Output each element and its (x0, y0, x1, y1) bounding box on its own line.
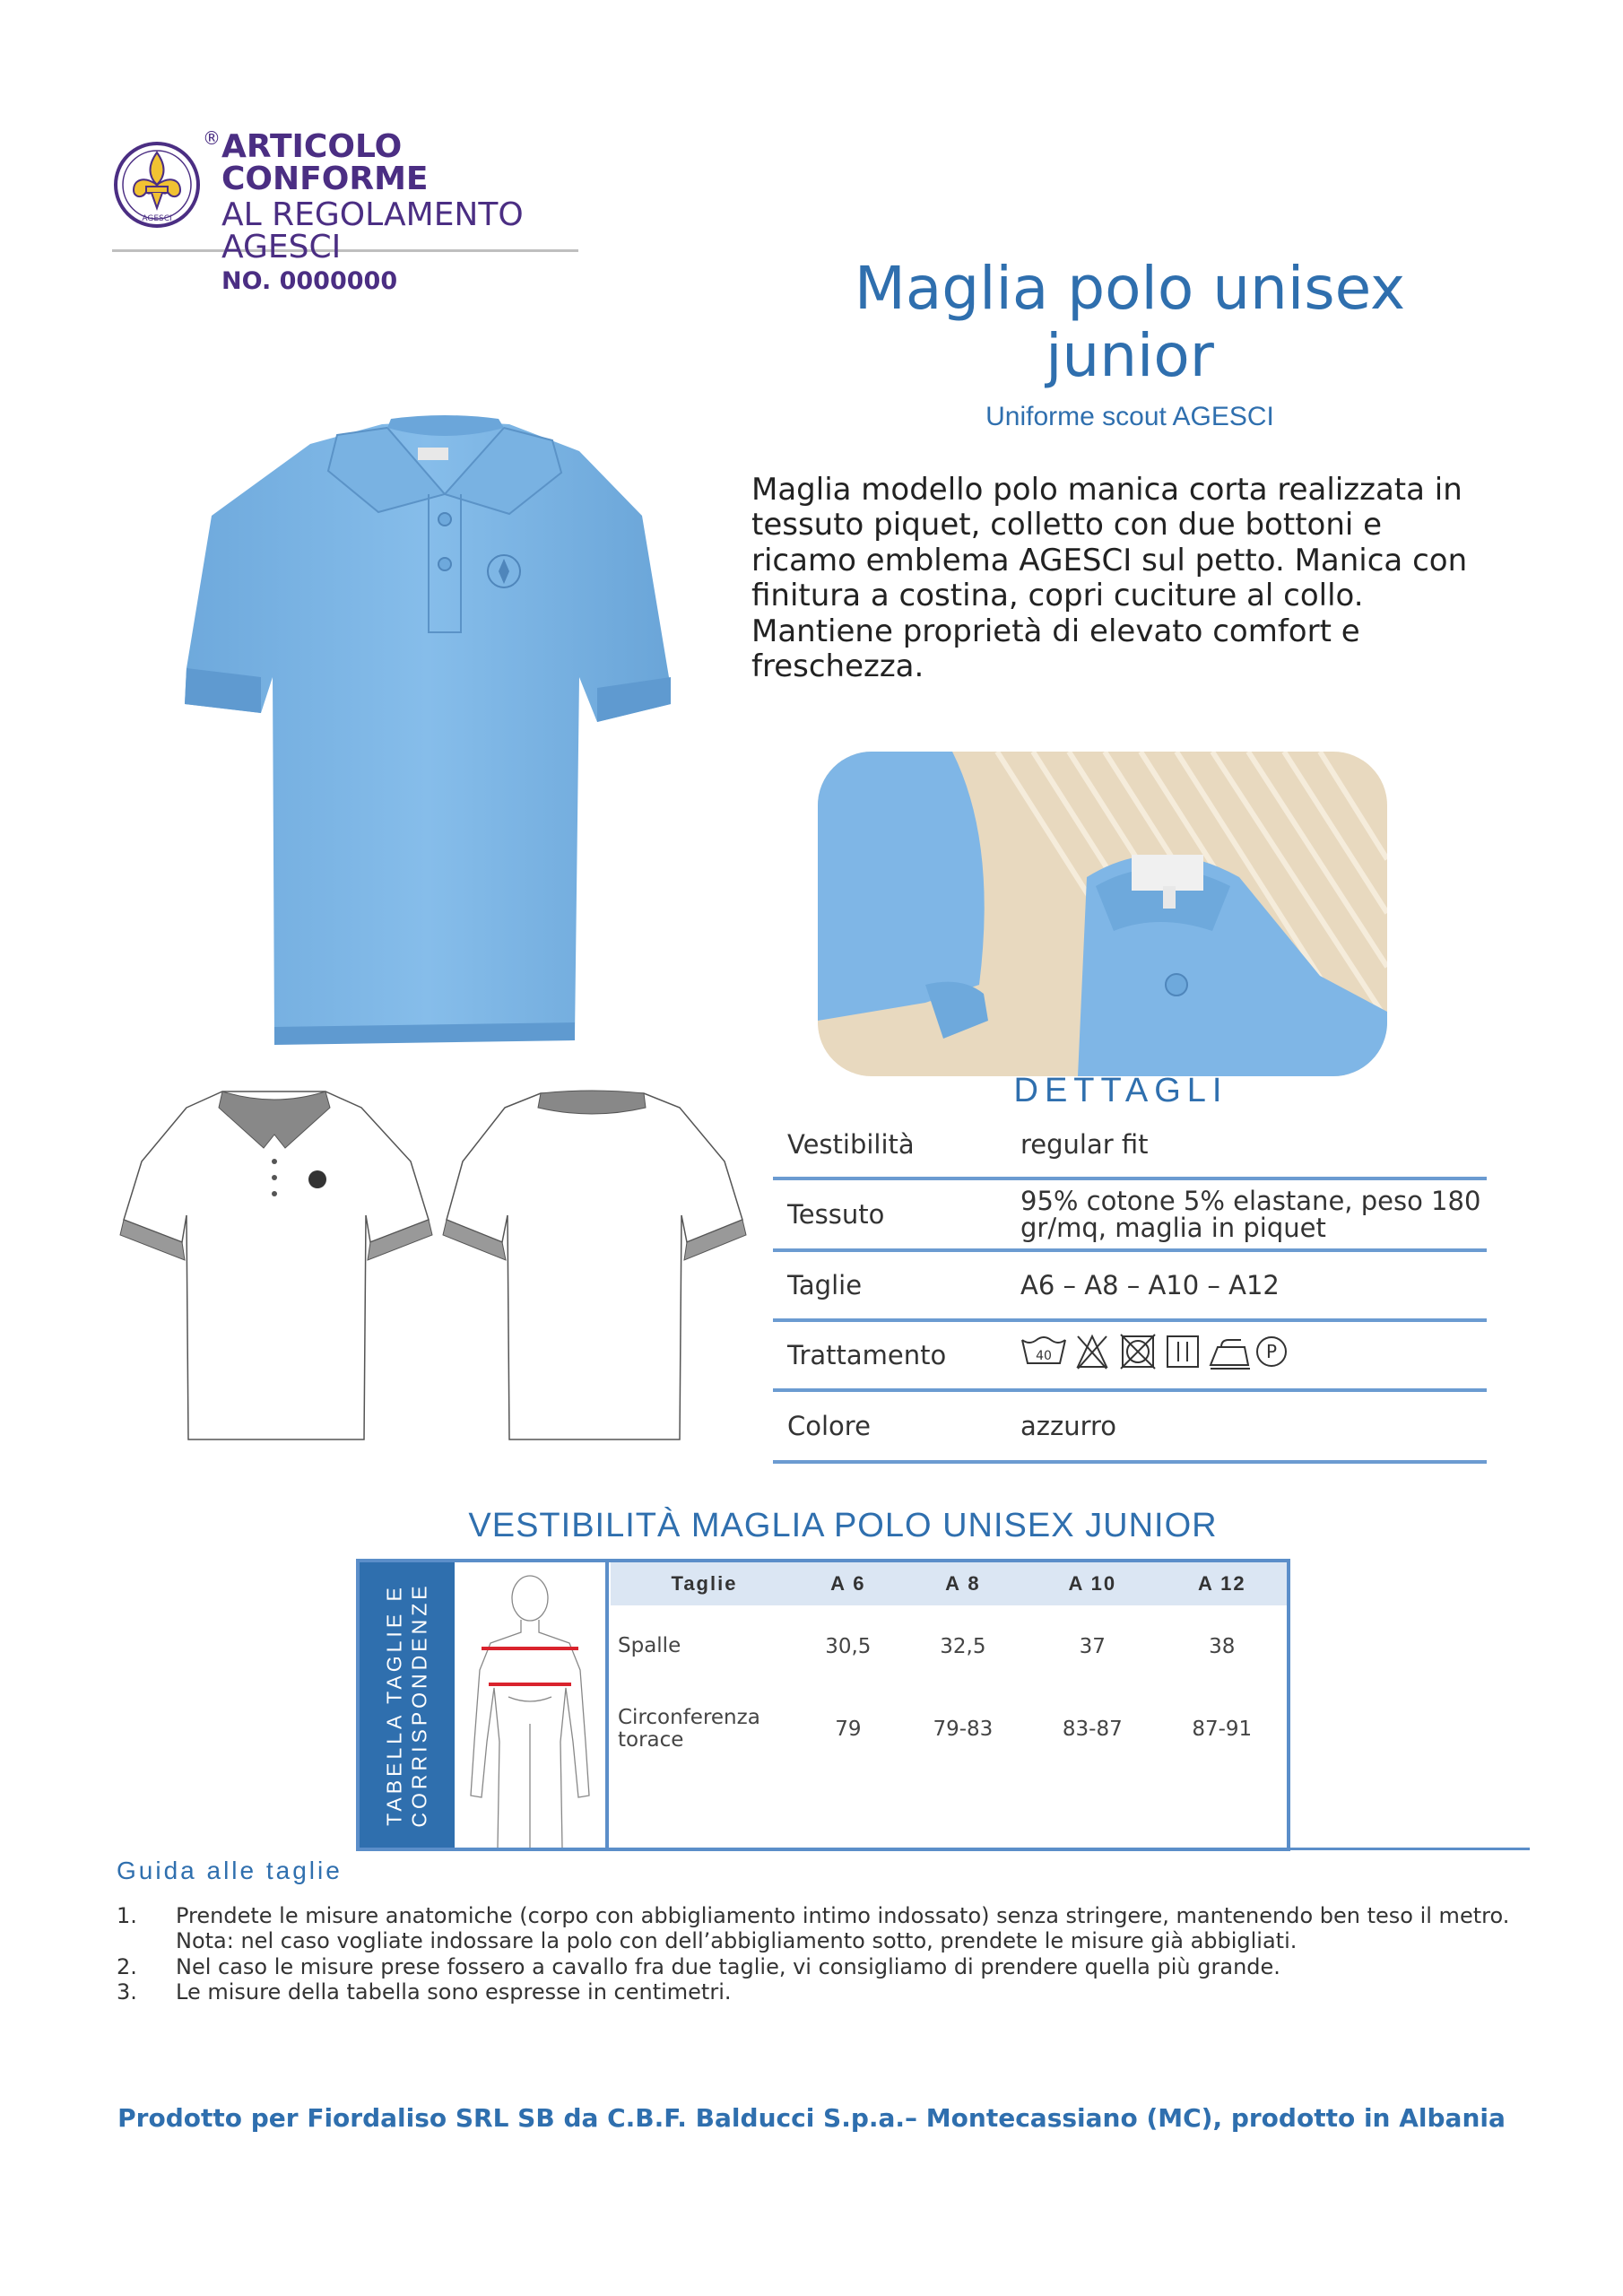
spec-row-fabric (773, 1180, 1487, 1252)
polo-front-drawing (115, 1081, 438, 1448)
side-label-line-1: TABELLA TAGLIE E (382, 1584, 406, 1826)
spec-label: Trattamento (787, 1340, 947, 1370)
spec-label: Tessuto (787, 1199, 885, 1230)
size-header-label: Taglie (611, 1562, 798, 1605)
table-cell: 32,5 (940, 1635, 986, 1658)
table-row (611, 1605, 1287, 1688)
logo-line-2: AL REGOLAMENTO AGESCI (221, 196, 524, 265)
spec-value: azzurro (1020, 1410, 1117, 1441)
size-table-side-label (360, 1562, 455, 1848)
spec-value: regular fit (1020, 1128, 1149, 1160)
logo-line-3: NO. 0000000 (221, 267, 398, 295)
registered-mark: ® (203, 127, 221, 149)
table-cell: 79 (835, 1718, 862, 1741)
row-label: Spalle (618, 1634, 681, 1658)
spec-row-fit (773, 1112, 1487, 1180)
details-table (773, 1112, 1487, 1464)
table-cell: 30,5 (825, 1635, 872, 1658)
size-header-a8: A 8 (898, 1562, 1028, 1605)
size-guide-title: Guida alle taglie (117, 1857, 343, 1884)
spec-value: 95% cotone 5% elastane, peso 180 gr/mq, maglia in piquet (1020, 1185, 1481, 1243)
row-label: Circonferenza torace (618, 1705, 760, 1752)
list-item: 1. Prendete le misure anatomiche (corpo con abbigliamento intimo indossato) senza stringere, mantenendo ben teso il metro. Nota: nel caso vogliate indossare la polo con dell’abbigliamento sotto, prendete le misure già abbigliati. (117, 1903, 1510, 1954)
list-item: 3. Le misure della tabella sono espresse in centimetri. (117, 1979, 732, 2005)
size-header-a10: A 10 (1028, 1562, 1157, 1605)
page-title: Maglia polo unisex junior (854, 254, 1406, 390)
table-cell: 83-87 (1062, 1718, 1123, 1741)
logo-line-1: ARTICOLO CONFORME (221, 128, 429, 197)
spec-label: Colore (787, 1411, 871, 1441)
svg-text:P: P (1265, 1341, 1278, 1363)
polo-detail-photo (818, 752, 1387, 1076)
size-header-a12: A 12 (1158, 1562, 1287, 1605)
side-label-line-2: CORRISPONDENZE (407, 1582, 430, 1828)
body-measurement-figure (455, 1562, 609, 1848)
line-dry-icon (1167, 1336, 1198, 1367)
table-cell: 79-83 (933, 1718, 994, 1741)
spec-value: A6 – A8 – A10 – A12 (1020, 1269, 1280, 1300)
no-bleach-icon (1078, 1336, 1107, 1369)
divider (1288, 1848, 1530, 1850)
agesci-emblem-icon (112, 133, 202, 240)
spec-row-care (773, 1322, 1487, 1392)
svg-text:AGESCI: AGESCI (142, 214, 172, 223)
no-tumble-dry-icon (1121, 1335, 1155, 1369)
spec-row-color (773, 1392, 1487, 1464)
size-header-a6: A 6 (798, 1562, 898, 1605)
iron-icon (1211, 1340, 1250, 1369)
spec-label: Vestibilità (787, 1129, 915, 1160)
size-guide-list (117, 1903, 1533, 2005)
polo-photo (176, 408, 678, 1047)
table-cell: 38 (1209, 1635, 1236, 1658)
product-description: Maglia modello polo manica corta realizzata in tessuto piquet, colletto con due bottoni e ricamo emblema AGESCI sul petto. Manica con finitura a costina, copri cuciture al collo. Mantiene proprietà di elevato comfort e freschezza. (751, 472, 1468, 685)
dry-clean-p-icon (1257, 1337, 1286, 1366)
details-title: DETTAGLI (1013, 1072, 1228, 1109)
list-item: 2. Nel caso le misure prese fossero a cavallo fra due taglie, vi consigliamo di prendere quella più grande. (117, 1953, 1280, 1979)
page-subtitle: Uniforme scout AGESCI (985, 402, 1274, 431)
footer-credit: Prodotto per Fiordaliso SRL SB da C.B.F. Balducci S.p.a.– Montecassiano (MC), prodotto in Albania (117, 2103, 1506, 2133)
spec-label: Taglie (787, 1270, 863, 1300)
fit-section-title: VESTIBILITÀ MAGLIA POLO UNISEX JUNIOR (468, 1507, 1218, 1544)
spec-row-sizes (773, 1252, 1487, 1322)
conformity-logo (112, 127, 578, 295)
polo-back-drawing (438, 1081, 751, 1448)
table-cell: 37 (1079, 1635, 1106, 1658)
table-cell: 87-91 (1192, 1718, 1253, 1741)
size-table (611, 1562, 1287, 1770)
svg-text:40: 40 (1036, 1349, 1052, 1364)
wash-40-icon (1022, 1337, 1065, 1363)
size-table-box (356, 1559, 1290, 1851)
table-row (611, 1688, 1287, 1770)
care-icons (1020, 1333, 1487, 1377)
